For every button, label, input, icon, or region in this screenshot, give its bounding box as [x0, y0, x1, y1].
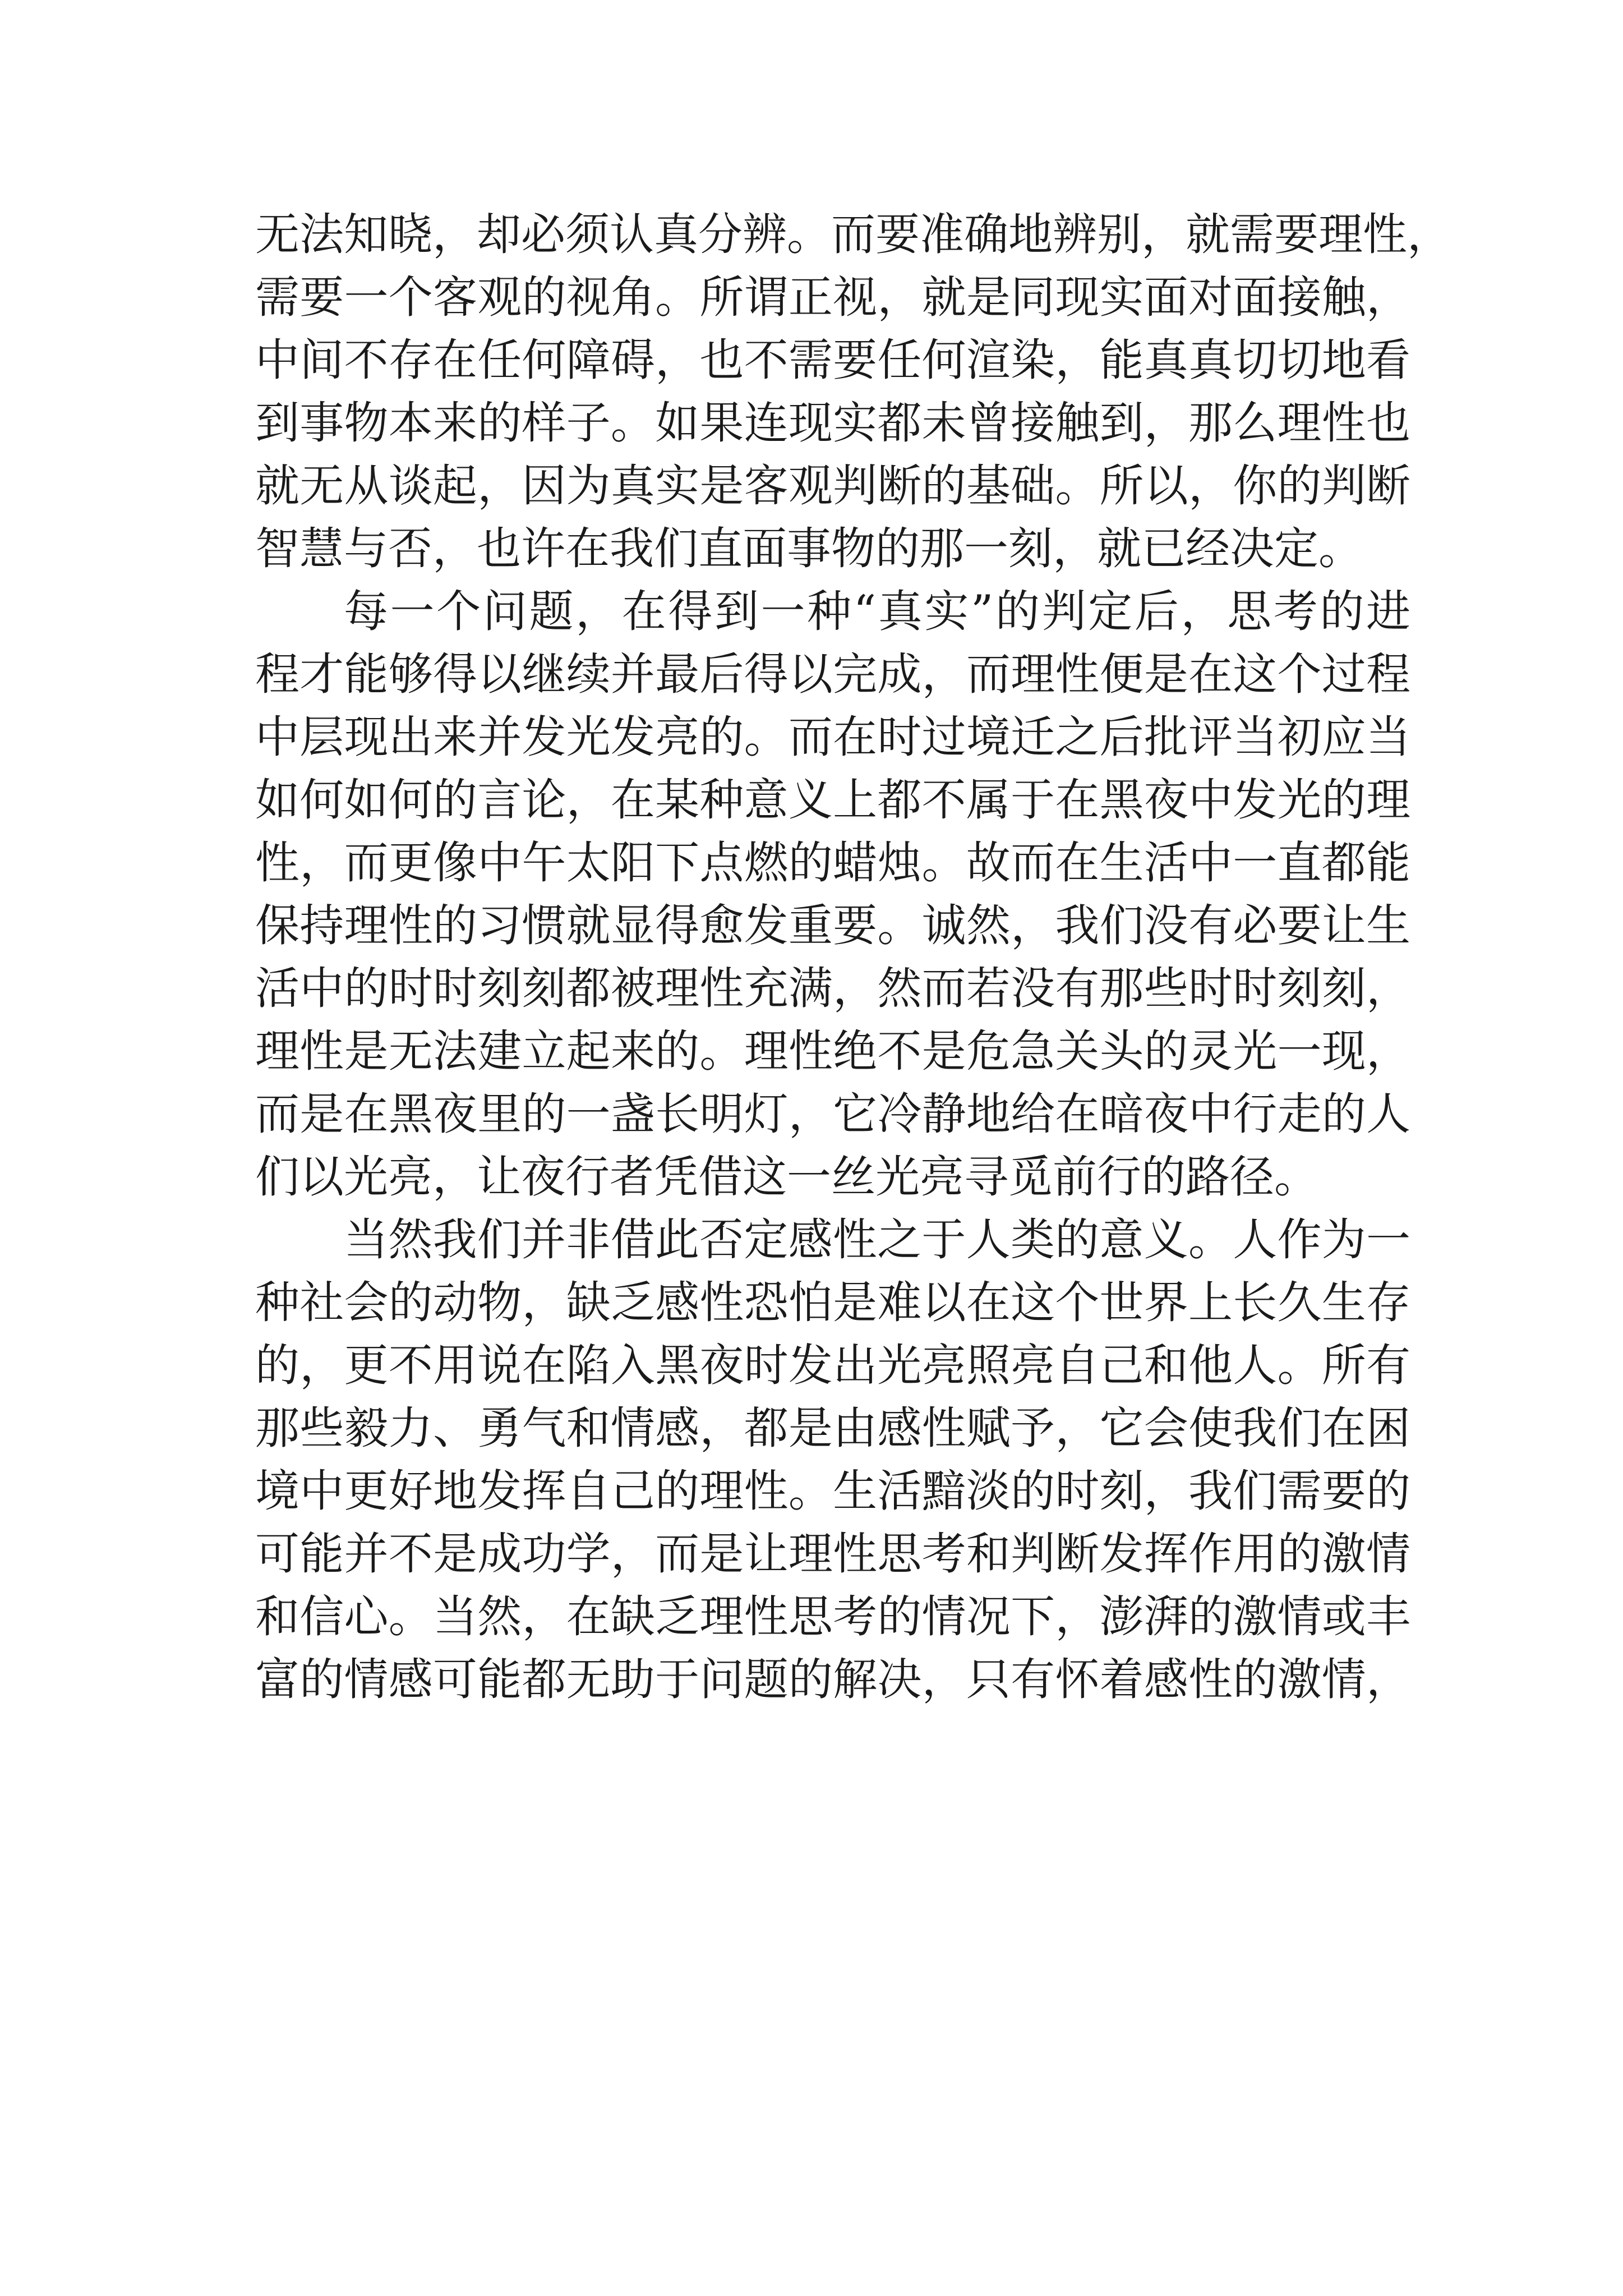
text-line: 的，更不用说在陷入黑夜时发出光亮照亮自己和他人。所有 — [255, 1340, 1410, 1391]
text-line: 那些毅力、勇气和情感，都是由感性赋予，它会使我们在困 — [255, 1402, 1410, 1454]
text-line: 到事物本来的样子。如果连现实都未曾接触到，那么理性也 — [255, 397, 1410, 449]
text-line: 性，而更像中午太阳下点燃的蜡烛。故而在生活中一直都能 — [255, 837, 1410, 889]
text-line: 智慧与否，也许在我们直面事物的那一刻，就已经决定。 — [255, 523, 1363, 574]
paragraph-1 — [255, 203, 1451, 580]
text-line: 理性是无法建立起来的。理性绝不是危急关头的灵光一现， — [255, 1025, 1410, 1077]
text-line: 可能并不是成功学，而是让理性思考和判断发挥作用的激情 — [255, 1528, 1410, 1580]
text-line: 富的情感可能都无助于问题的解决，只有怀着感性的激情， — [255, 1654, 1410, 1705]
text-line: 程才能够得以继续并最后得以完成，而理性便是在这个过程 — [255, 648, 1410, 700]
text-line: 而是在黑夜里的一盏长明灯，它冷静地给在暗夜中行走的人 — [255, 1088, 1410, 1140]
text-line: 活中的时时刻刻都被理性充满，然而若没有那些时时刻刻， — [255, 963, 1410, 1014]
text-line: 当然我们并非借此否定感性之于人类的意义。人作为一 — [344, 1214, 1410, 1266]
text-line: 中层现出来并发光发亮的。而在时过境迁之后批评当初应当 — [255, 711, 1410, 763]
text-line: 需要一个客观的视角。所谓正视，就是同现实面对面接触， — [255, 272, 1410, 323]
text-line: 境中更好地发挥自己的理性。生活黯淡的时刻，我们需要的 — [255, 1465, 1410, 1517]
text-line: 如何如何的言论，在某种意义上都不属于在黑夜中发光的理 — [255, 774, 1410, 826]
text-line: 和信心。当然，在缺乏理性思考的情况下，澎湃的激情或丰 — [255, 1591, 1410, 1642]
text-line: 保持理性的习惯就显得愈发重要。诚然，我们没有必要让生 — [255, 900, 1410, 951]
text-line: 无法知晓，却必须认真分辨。而要准确地辨别，就需要理性， — [255, 209, 1451, 260]
text-line: 们以光亮，让夜行者凭借这一丝光亮寻觅前行的路径。 — [255, 1151, 1318, 1203]
text-line: 中间不存在任何障碍，也不需要任何渲染，能真真切切地看 — [255, 334, 1410, 386]
paragraph-3 — [255, 1208, 1410, 1711]
text-line: 就无从谈起，因为真实是客观判断的基础。所以，你的判断 — [255, 460, 1410, 512]
text-line: 每一个问题，在得到一种“真实”的判定后，思考的进 — [344, 586, 1410, 637]
paragraph-2 — [255, 580, 1410, 1208]
body-text — [255, 203, 1451, 1711]
text-line: 种社会的动物，缺乏感性恐怕是难以在这个世界上长久生存 — [255, 1277, 1410, 1328]
